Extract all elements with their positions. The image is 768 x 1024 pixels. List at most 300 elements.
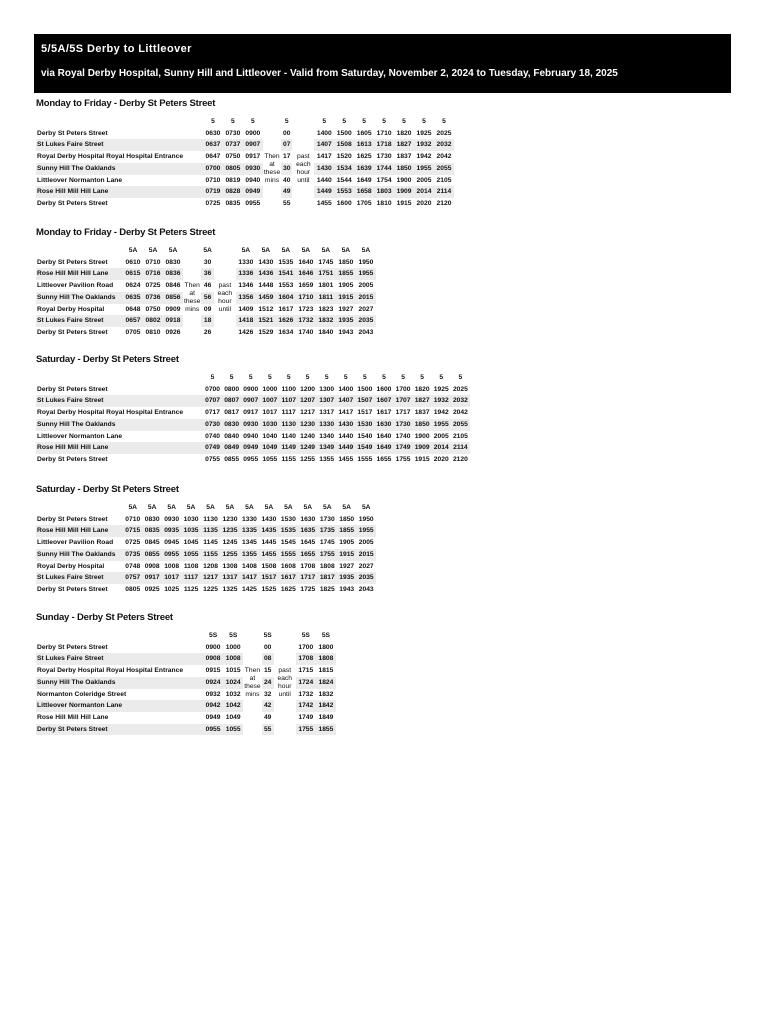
departure-time: 1915 [396,199,412,207]
departure-time: 1349 [317,442,336,454]
departure-time: 1649 [356,176,372,184]
departure-time: 1445 [261,539,277,547]
stop-name: St Lukes Faire Street [36,653,203,665]
gap-cell [274,712,296,724]
departure-time: 1735 [318,525,337,537]
departure-time: 1529 [258,328,274,336]
route-number: 5 [382,374,386,381]
gap-cell [243,724,261,736]
departure-time: 1407 [336,395,355,407]
departure-time: 1803 [374,186,394,198]
stop-name: St Lukes Faire Street [36,395,203,407]
route-number: 5 [286,374,291,381]
departure-time: 1336 [236,268,256,280]
departure-time: 1613 [354,139,374,151]
departure-time: 0707 [203,395,222,407]
departure-time: 1035 [181,525,200,537]
departure-time: 0819 [225,176,241,184]
departure-time: 1140 [281,432,296,440]
departure-time: 1307 [317,395,336,407]
gap-cell [263,128,281,140]
departure-time: 0925 [144,585,160,593]
departure-time: 1544 [336,176,352,184]
departure-time: 24 [262,677,274,689]
departure-time: 1330 [242,515,257,523]
stop-name: Sunny Hill The Oaklands [36,292,123,304]
departure-time: 1955 [414,163,434,175]
table-row [36,327,376,339]
timetable-header [34,34,731,93]
departure-time: 1049 [225,713,241,721]
departure-time: 1553 [278,282,294,290]
departure-time: 1430 [336,419,355,431]
stop-name: Sunny Hill The Oaklands [36,677,203,689]
stop-header-cell [36,630,203,642]
departure-time: 1255 [300,455,316,463]
departure-time: 1749 [298,713,314,721]
table-row [36,257,376,269]
table-row [36,442,470,454]
departure-time: 1639 [354,163,374,175]
departure-time: 0930 [164,515,180,523]
departure-time: 1900 [396,176,412,184]
departure-time: 0730 [203,419,222,431]
timetable-table [36,245,376,339]
then-at-note: Then at these mins [263,151,281,186]
departure-time: 1530 [280,515,296,523]
departure-time: 0615 [123,268,143,280]
departure-time: 0805 [223,163,243,175]
departure-time: 2105 [436,176,452,184]
departure-time: 1417 [316,153,332,161]
route-number: 5A [168,247,178,254]
departure-time: 1900 [414,432,430,440]
departure-time: 1356 [236,292,256,304]
departure-time: 1335 [240,525,259,537]
table-row [36,712,336,724]
stop-name: Littleover Normanton Lane [37,432,123,440]
departure-time: 26 [203,328,212,336]
departure-time: 1943 [339,585,355,593]
departure-time: 0648 [125,305,141,313]
stop-name: Rose Hill Mill Hill Lane [36,268,123,280]
departure-time: 1145 [203,539,218,547]
route-number: 5S [321,632,331,639]
departure-time: 1755 [318,549,337,561]
departure-time: 0736 [143,292,163,304]
departure-time: 0800 [224,385,240,393]
table-row [36,280,376,292]
departure-time: 0700 [205,385,220,393]
departure-time: 17 [283,153,291,161]
gap-cell [274,724,296,736]
departure-time: 1459 [256,292,276,304]
departure-time: 1755 [395,455,411,463]
past-each-hour-note: past each hour until [274,665,296,700]
departure-time: 1820 [414,385,430,393]
departure-time: 2005 [358,539,374,547]
departure-time: 40 [283,176,291,184]
departure-time: 1827 [394,139,414,151]
departure-time: 0926 [165,328,181,336]
departure-time: 0737 [223,139,243,151]
route-number: 5 [284,118,289,125]
departure-time: 2055 [434,163,454,175]
departure-time: 1230 [222,515,238,523]
departure-time: 1745 [318,258,334,266]
gap-cell [243,712,261,724]
departure-time: 1025 [164,585,180,593]
route-number: 5A [284,504,293,511]
departure-time: 2120 [452,455,468,463]
departure-time: 1345 [242,539,257,547]
departure-time: 1230 [298,419,317,431]
table-row [36,128,454,140]
departure-time: 2020 [433,455,449,463]
departure-time: 0907 [241,395,260,407]
route-number: 5A [128,247,138,254]
table-row [36,315,376,327]
gap-cell [292,139,314,151]
departure-time: 2014 [432,442,451,454]
departure-time: 1055 [223,724,243,736]
departure-time: 0725 [205,199,221,207]
departure-time: 1032 [225,690,241,698]
departure-time: 1825 [319,585,335,593]
departure-time: 1725 [300,585,316,593]
departure-time: 1950 [358,258,374,266]
route-number: 5A [147,504,157,511]
departure-time: 1355 [319,455,335,463]
stop-name: Royal Derby Hospital [37,562,105,570]
departure-time: 1045 [183,539,199,547]
departure-time: 1842 [316,700,336,712]
route-number: 5A [303,504,313,511]
departure-time: 1517 [357,409,373,417]
departure-time: 0700 [203,163,223,175]
departure-time: 1925 [433,385,449,393]
departure-time: 1149 [279,442,298,454]
route-header-row [36,372,470,384]
route-number: 5A [281,247,291,254]
departure-time: 1705 [356,199,372,207]
table-row [36,572,376,584]
route-number: 5A [342,504,351,511]
departure-time: 0749 [203,442,222,454]
departure-time: 2027 [358,562,374,570]
departure-time: 1730 [376,153,392,161]
departure-time: 1837 [414,409,430,417]
departure-time: 1604 [276,292,296,304]
departure-time: 1732 [298,690,314,698]
gap-cell [263,116,281,128]
table-row [36,186,454,198]
stop-name: Royal Derby Hospital [37,305,105,313]
departure-time: 1055 [262,455,278,463]
route-number: 5A [128,504,137,511]
departure-time: 1617 [278,305,294,313]
departure-time: 1935 [337,572,356,584]
table-row [36,431,470,443]
departure-time: 1700 [395,385,411,393]
stop-name: Derby St Peters Street [37,199,108,207]
stop-name: Littleover Normanton Lane [36,700,203,712]
table-row [36,292,376,304]
route-number: 5 [402,118,406,125]
departure-time: 1942 [433,409,449,417]
departure-time: 1455 [316,199,332,207]
departure-time: 1710 [376,129,392,137]
departure-time: 1645 [300,539,316,547]
departure-time: 0949 [243,186,263,198]
departure-time: 0830 [144,515,160,523]
departure-time: 1540 [357,432,373,440]
departure-time: 1745 [319,539,335,547]
departure-time: 1837 [396,153,412,161]
table-row [36,700,336,712]
route-number: 5S [263,632,272,639]
table-row [36,198,454,210]
stop-name: Littleover Pavilion Road [37,282,114,290]
departure-time: 0949 [241,442,260,454]
gap-cell [214,268,236,280]
departure-time: 1040 [262,432,278,440]
departure-time: 1625 [280,585,296,593]
timetable-table [36,372,470,466]
departure-time: 1249 [298,442,317,454]
departure-time: 15 [263,667,272,675]
departure-time: 1708 [300,562,316,570]
table-row [36,419,470,431]
departure-time: 0735 [123,549,142,561]
departure-time: 0748 [125,562,141,570]
departure-time: 1740 [395,432,411,440]
departure-time: 1707 [394,395,413,407]
route-number: 5A [341,247,351,254]
departure-time: 1541 [276,268,296,280]
departure-time: 1646 [296,268,316,280]
gap-cell [263,198,281,210]
departure-time: 00 [283,129,291,137]
departure-time: 1008 [164,562,180,570]
departure-time: 1330 [238,258,254,266]
departure-time: 1435 [259,525,278,537]
departure-time: 0624 [125,282,141,290]
departure-time: 0835 [225,199,241,207]
route-number: 5 [422,118,426,125]
departure-time: 1625 [356,153,372,161]
route-number: 5 [439,374,444,381]
table-row [36,642,336,654]
departure-time: 2042 [436,153,452,161]
departure-time: 1608 [280,562,296,570]
departure-time: 1200 [300,385,316,393]
departure-time: 1742 [296,700,316,712]
departure-time: 0917 [245,153,261,161]
departure-time: 1640 [376,432,392,440]
departure-time: 1245 [222,539,238,547]
table-row [36,454,470,466]
departure-time: 1024 [223,677,243,689]
route-number: 5 [343,374,348,381]
departure-time: 0856 [163,292,183,304]
departure-time: 1724 [296,677,316,689]
departure-time: 2120 [436,199,452,207]
departure-time: 1030 [183,515,199,523]
departure-time: 1049 [260,442,279,454]
departure-time: 1555 [279,549,298,561]
departure-time: 0942 [203,700,223,712]
departure-time: 2025 [452,385,468,393]
gap-cell [183,315,201,327]
departure-time: 0755 [205,455,220,463]
departure-time: 0750 [225,153,241,161]
departure-time: 55 [262,724,274,736]
departure-time: 1535 [278,258,294,266]
departure-time: 0750 [145,305,161,313]
route-number: 5A [322,504,332,511]
route-number: 5A [186,504,196,511]
stop-name: Derby St Peters Street [37,585,108,593]
departure-time: 1508 [334,139,354,151]
stop-header-cell [36,116,203,128]
departure-time: 1409 [238,305,254,313]
departure-time: 1407 [314,139,334,151]
departure-time: 1521 [256,315,276,327]
gap-cell [183,327,201,339]
table-row [36,537,376,549]
departure-time: 1950 [358,515,374,523]
departure-time: 0908 [144,562,160,570]
departure-time: 1400 [338,385,354,393]
departure-time: 1905 [338,282,354,290]
departure-time: 18 [201,315,214,327]
departure-time: 1927 [338,305,354,313]
table-row [36,304,376,316]
departure-time: 0955 [245,199,261,207]
departure-time: 0918 [163,315,183,327]
route-header-row [36,630,336,642]
table-row [36,151,454,163]
departure-time: 0717 [205,409,220,417]
departure-time: 0637 [203,139,223,151]
route-number: 5 [382,118,386,125]
departure-time: 1400 [316,129,332,137]
gap-cell [183,245,201,257]
departure-time: 1955 [432,419,451,431]
departure-time: 1217 [201,572,220,584]
departure-time: 0949 [205,713,221,721]
departure-time: 1300 [319,385,335,393]
then-at-note: Then at these mins [183,280,201,315]
stop-name: Sunny Hill The Oaklands [36,419,203,431]
departure-time: 0730 [225,129,241,137]
departure-time: 0940 [243,432,259,440]
departure-time: 1100 [281,385,296,393]
stop-name: Derby St Peters Street [37,328,108,336]
route-number: 5 [324,374,329,381]
route-header-row [36,116,454,128]
departure-time: 2035 [356,315,376,327]
departure-time: 0802 [143,315,163,327]
departure-time: 1850 [413,419,432,431]
route-number: 5S [229,632,238,639]
departure-time: 1535 [279,525,298,537]
departure-time: 1017 [262,409,278,417]
table-row [36,653,336,665]
departure-time: 1549 [355,442,374,454]
departure-time: 1925 [416,129,432,137]
stop-name: St Lukes Faire Street [36,572,123,584]
route-number: 5 [210,374,215,381]
departure-time: 1942 [416,153,432,161]
departure-time: 1815 [318,667,334,675]
departure-time: 1850 [339,515,355,523]
departure-time: 0635 [123,292,143,304]
departure-time: 1449 [336,442,355,454]
departure-time: 1808 [319,562,335,570]
departure-time: 1430 [261,515,277,523]
departure-time: 0657 [123,315,143,327]
table-row [36,163,454,175]
departure-time: 1808 [316,653,336,665]
route-number: 5A [264,504,274,511]
departure-time: 1849 [318,713,334,721]
departure-time: 1617 [279,572,298,584]
table-row [36,665,336,677]
route-number: 5 [458,374,463,381]
gap-cell [263,186,281,198]
departure-time: 0907 [243,139,263,151]
stop-name: St Lukes Faire Street [36,315,123,327]
departure-time: 1820 [396,129,412,137]
departure-time: 1117 [281,409,296,417]
departure-time: 0710 [125,515,141,523]
departure-time: 1425 [242,585,257,593]
departure-time: 1507 [355,395,374,407]
section-title: Monday to Friday - Derby St Peters Street [36,98,216,109]
stop-name: Derby St Peters Street [37,455,108,463]
departure-time: 2114 [434,186,454,198]
route-number: 5 [231,118,235,125]
departure-time: 1340 [319,432,335,440]
departure-time: 1448 [258,282,274,290]
section-title: Saturday - Derby St Peters Street [36,484,179,495]
route-number: 5A [321,247,331,254]
timetable-table [36,116,454,210]
stop-name: Derby St Peters Street [36,724,203,736]
stop-header-cell [36,502,123,514]
departure-time: 1520 [336,153,352,161]
departure-time: 1355 [240,549,259,561]
table-row [36,384,470,396]
departure-time: 0710 [205,176,221,184]
stop-name: Derby St Peters Street [37,643,108,651]
gap-cell [292,116,314,128]
gap-cell [243,630,261,642]
departure-time: 1512 [258,305,274,313]
table-row [36,549,376,561]
departure-time: 36 [201,268,214,280]
departure-time: 0924 [203,677,223,689]
departure-time: 1017 [162,572,181,584]
route-subtitle: via Royal Derby Hospital, Sunny Hill and Littleover - Valid from Saturday, November 2, 2024 to Tuesday, February 18, 2025 [41,68,618,79]
departure-time: 1555 [357,455,373,463]
departure-time: 0955 [162,549,181,561]
departure-time: 1832 [318,690,334,698]
departure-time: 0710 [145,258,161,266]
departure-time: 1617 [376,409,392,417]
